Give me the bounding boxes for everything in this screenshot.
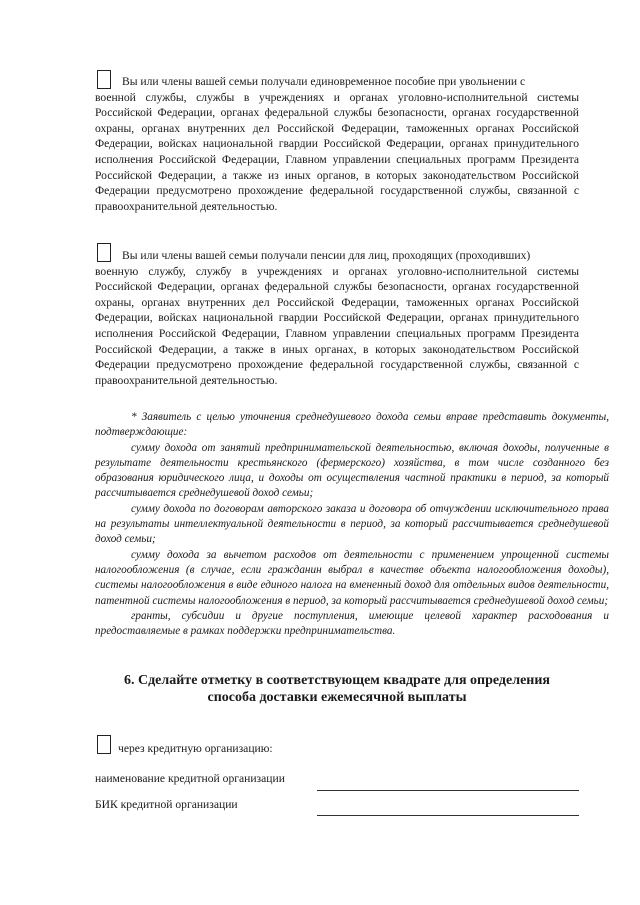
bik-label: БИК кредитной организации [95, 798, 238, 811]
lump-sum-question-body: военной службы, службы в учреждениях и органах уголовно-исполнительной системы Российской Федерации, органах федеральной службы безопасности, органах государственной охраны, органах внутренних дел Российской Федерации, таможенных органах Российской Федерации, войсках национальной гвардии Российской Федерации, органах принудительного исполнения Российской Федерации, Главном управлении специальных программ Президента Российской Федерации, а также из иных органов, в которых законодательством Российской Федерации предусмотрено прохождение федеральной государственной службы, связанной с правоохранительной деятельностью. [95, 90, 579, 213]
bank-name-field[interactable] [317, 790, 579, 791]
section-6-heading-line1: 6. Сделайте отметку в соответствующем квадрате для определения [123, 673, 551, 688]
section-6-heading-line2: способа доставки ежемесячной выплаты [207, 690, 467, 705]
pension-question-body: военную службу, службу в учреждениях и органах уголовно-исполнительной системы Российской Федерации, органах федеральной службы безопасности, органах государственной охраны, органах внутренних дел Российской Федерации, таможенных органах Российской Федерации, войсках национальной гвардии Российской Федерации, органах принудительного исполнения Российской Федерации, Главном управлении специальных программ Президента Российской Федерации, а также в иных органах, в которых законодательством Российской Федерации предусмотрено прохождение федеральной государственной службы, связанной с правоохранительной деятельностью. [95, 264, 579, 387]
lump-sum-question-first-line: Вы или члены вашей семьи получали единовременное пособие при увольнении с [122, 75, 526, 88]
bik-field[interactable] [317, 815, 579, 816]
pension-question [95, 248, 579, 388]
pension-question-first-line: Вы или члены вашей семьи получали пенсии для лиц, проходящих (проходивших) [122, 249, 531, 262]
footnote-intro: * Заявитель с целью уточнения среднедушевого дохода семьи вправе представить документы, подтверждающие: [95, 411, 609, 439]
bank-delivery-label: через кредитную организацию: [118, 742, 273, 755]
footnote [95, 410, 609, 639]
bank-delivery-checkbox[interactable] [97, 735, 111, 754]
bank-name-label: наименование кредитной организации [95, 772, 285, 785]
section-6-heading [95, 672, 579, 706]
footnote-item: сумму дохода за вычетом расходов от деятельности с применением упрощенной системы налогообложения (в случае, если гражданин выбрал в качестве объекта налогообложения доходы), системы налогообложения в виде единого налога на вмененный доход для отдельных видов деятельности, патентной системы налогообложения в период, за который рассчитывается среднедушевой доход семьи; [95, 548, 609, 607]
footnote-item: сумму дохода от занятий предпринимательской деятельностью, включая доходы, полученные в результате деятельности крестьянского (фермерского) хозяйства, в том числе созданного без образования юридического лица, и доходы от осуществления частной практики в период, за который рассчитывается среднедушевой доход семьи; [95, 441, 609, 500]
lump-sum-question [95, 74, 579, 214]
footnote-item: гранты, субсидии и другие поступления, имеющие целевой характер расходования и предоставляемые в рамках поддержки предпринимательства. [95, 609, 609, 638]
footnote-item: сумму дохода по договорам авторского заказа и договора об отчуждении исключительного права на результаты интеллектуальной деятельности в период, за который рассчитывается среднедушевой доход семьи; [95, 502, 609, 546]
